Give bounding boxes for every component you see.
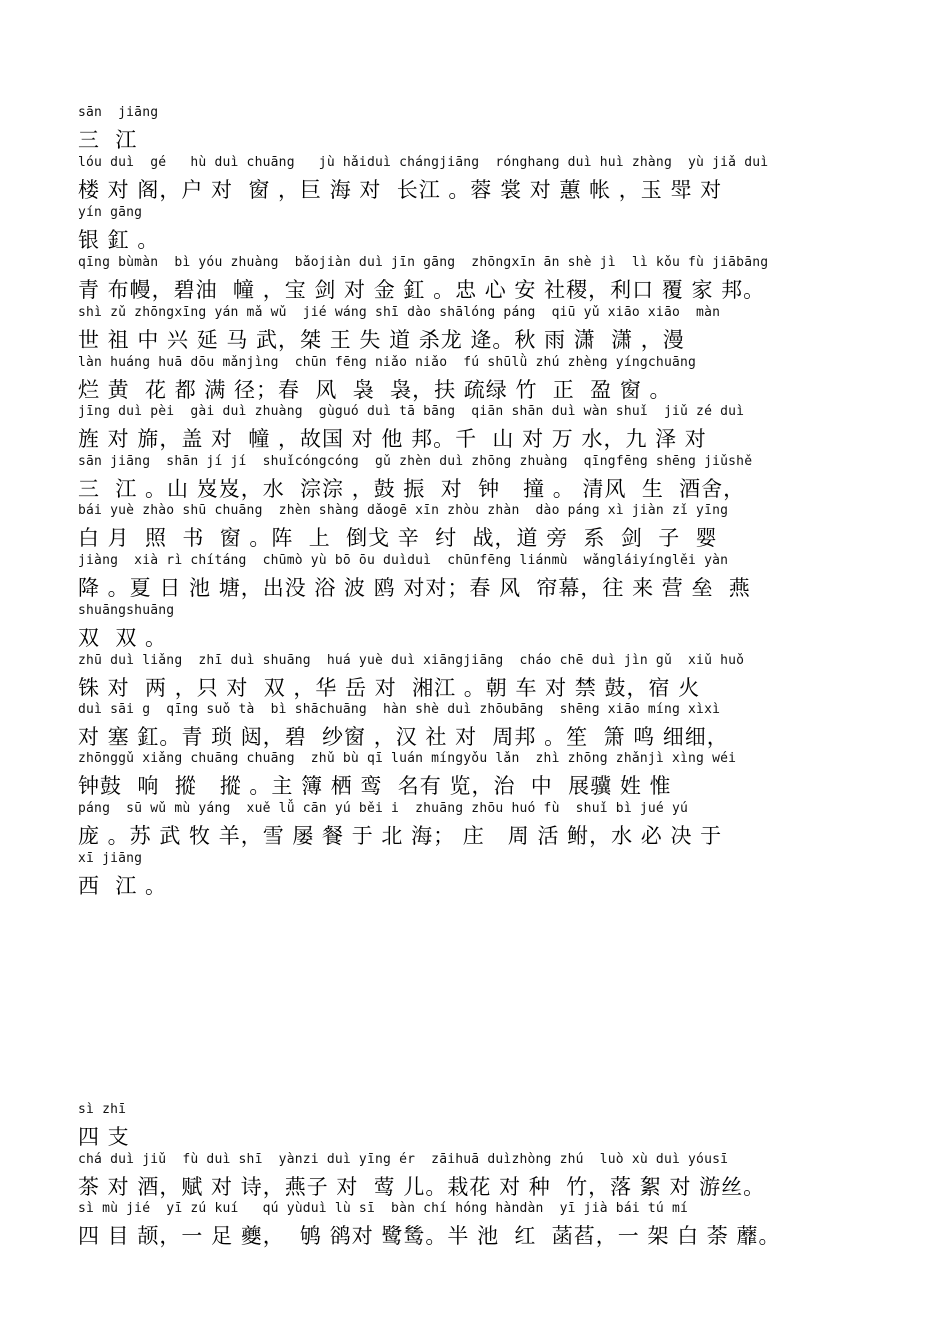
section-title: 四 支 <box>78 1125 130 1149</box>
hanzi-line: 对 塞 釭。青 琐 闼，碧 纱窗 ，汉 社 对 周邦 。笙 箫 鸣 细细， <box>78 725 729 749</box>
pinyin-line: jiàng xià rì chítáng chūmò yù bō ōu duìduì chūnfēng liánmù wǎngláiyínglěi yàn <box>78 553 729 568</box>
pinyin-line: jīng duì pèi gài duì zhuàng gùguó duì tā bāng qiān shān duì wàn shuǐ jiǔ zé duì <box>78 404 745 419</box>
pinyin-line: zhōnggǔ xiǎng chuāng chuāng zhǔ bù qī luán míngyǒu lǎn zhì zhōng zhǎnjì xìng wéi <box>78 751 737 766</box>
hanzi-line: 白 月 照 书 窗 。阵 上 倒戈 辛 纣 战，道 旁 系 剑 子 婴 <box>78 526 718 550</box>
pinyin-line: lóu duì gé hù duì chuāng jù hǎiduì chángjiāng rónghang duì huì zhàng yù jiǎ duì <box>78 155 769 170</box>
pinyin-line: yín gāng <box>78 205 143 220</box>
pinyin-line: sì mù jié yī zú kuí qú yùduì lù sī bàn chí hóng hàndàn yī jià bái tú mí <box>78 1201 689 1216</box>
pinyin-line: duì sāi g qīng suǒ tà bì shāchuāng hàn shè duì zhōubāng shēng xiāo míng xìxì <box>78 702 721 717</box>
pinyin-line: làn huáng huā dōu mǎnjìng chūn fēng niǎo niǎo fú shūlǜ zhú zhèng yíngchuāng <box>78 355 697 370</box>
hanzi-line: 双 双 。 <box>78 626 168 650</box>
hanzi-line: 钟鼓 响 摐 摐 。主 簿 栖 鸾 名有 览，治 中 展骥 姓 惟 <box>78 774 672 798</box>
pinyin-line: chá duì jiǔ fù duì shī yànzi duì yīng ér zāihuā duìzhòng zhú luò xù duì yóusī <box>78 1152 729 1167</box>
hanzi-line: 铢 对 两 ，只 对 双 ，华 岳 对 湘江 。朝 车 对 禁 鼓，宿 火 <box>78 676 701 700</box>
hanzi-line: 楼 对 阁，户 对 窗 ，巨 海 对 长江 。蓉 裳 对 蕙 帐 ，玉 斝 对 <box>78 178 723 202</box>
hanzi-line: 旌 对 旆，盖 对 幢 ，故国 对 他 邦。千 山 对 万 水，九 泽 对 <box>78 427 707 451</box>
hanzi-line: 烂 黄 花 都 满 径；春 风 袅 袅，扶 疏绿 竹 正 盈 窗 。 <box>78 378 672 402</box>
hanzi-line: 三 江 。山 岌岌，水 淙淙 ，鼓 振 对 钟 撞 。 清风 生 酒舍， <box>78 477 746 501</box>
pinyin-line: shì zǔ zhōngxīng yán mǎ wǔ jié wáng shī dào shālóng páng qiū yǔ xiāo xiāo màn <box>78 305 721 320</box>
pinyin-line: qīng bùmàn bì yóu zhuàng bǎojiàn duì jīn gāng zhōngxīn ān shè jì lì kǒu fù jiābāng <box>78 255 769 270</box>
hanzi-line: 青 布幔，碧油 幢 ，宝 剑 对 金 釭 。忠 心 安 社稷，利口 覆 家 邦。 <box>78 278 766 302</box>
pinyin-line: xī jiāng <box>78 851 143 866</box>
hanzi-line: 世 祖 中 兴 延 马 武，桀 王 失 道 杀龙 逄。秋 雨 潇 潇 ，漫 <box>78 328 685 352</box>
pinyin-line: shuāngshuāng <box>78 603 175 618</box>
hanzi-line: 降 。夏 日 池 塘，出没 浴 波 鸥 对对；春 风 帘幕，往 来 营 垒 燕 <box>78 576 751 600</box>
hanzi-line: 西 江 。 <box>78 874 168 898</box>
pinyin-line: bái yuè zhào shū chuāng zhèn shàng dǎogē xīn zhòu zhàn dào páng xì jiàn zǐ yīng <box>78 503 729 518</box>
hanzi-line: 庞 。苏 武 牧 羊，雪 屡 餐 于 北 海； 庄 周 活 鲋，水 必 决 于 <box>78 824 723 848</box>
section-title-pinyin: sì zhī <box>78 1102 127 1117</box>
pinyin-line: páng sū wǔ mù yáng xuě lǚ cān yú běi i zhuāng zhōu huó fù shuǐ bì jué yú <box>78 801 689 816</box>
hanzi-line: 茶 对 酒，赋 对 诗，燕子 对 莺 儿。栽花 对 种 竹，落 絮 对 游丝。 <box>78 1175 766 1199</box>
hanzi-line: 四 目 颉，一 足 夔， 鸲 鹆对 鹭鸶。半 池 红 菡萏，一 架 白 荼 蘼。 <box>78 1224 781 1248</box>
section-title: 三 江 <box>78 128 138 152</box>
section-title-pinyin: sān jiāng <box>78 105 159 120</box>
pinyin-line: zhū duì liǎng zhī duì shuāng huá yuè duì xiāngjiāng cháo chē duì jìn gǔ xiǔ huǒ <box>78 653 745 668</box>
pinyin-line: sān jiāng shān jí jí shuǐcóngcóng gǔ zhèn duì zhōng zhuàng qīngfēng shēng jiǔshě <box>78 454 753 469</box>
hanzi-line: 银 釭 。 <box>78 228 160 252</box>
